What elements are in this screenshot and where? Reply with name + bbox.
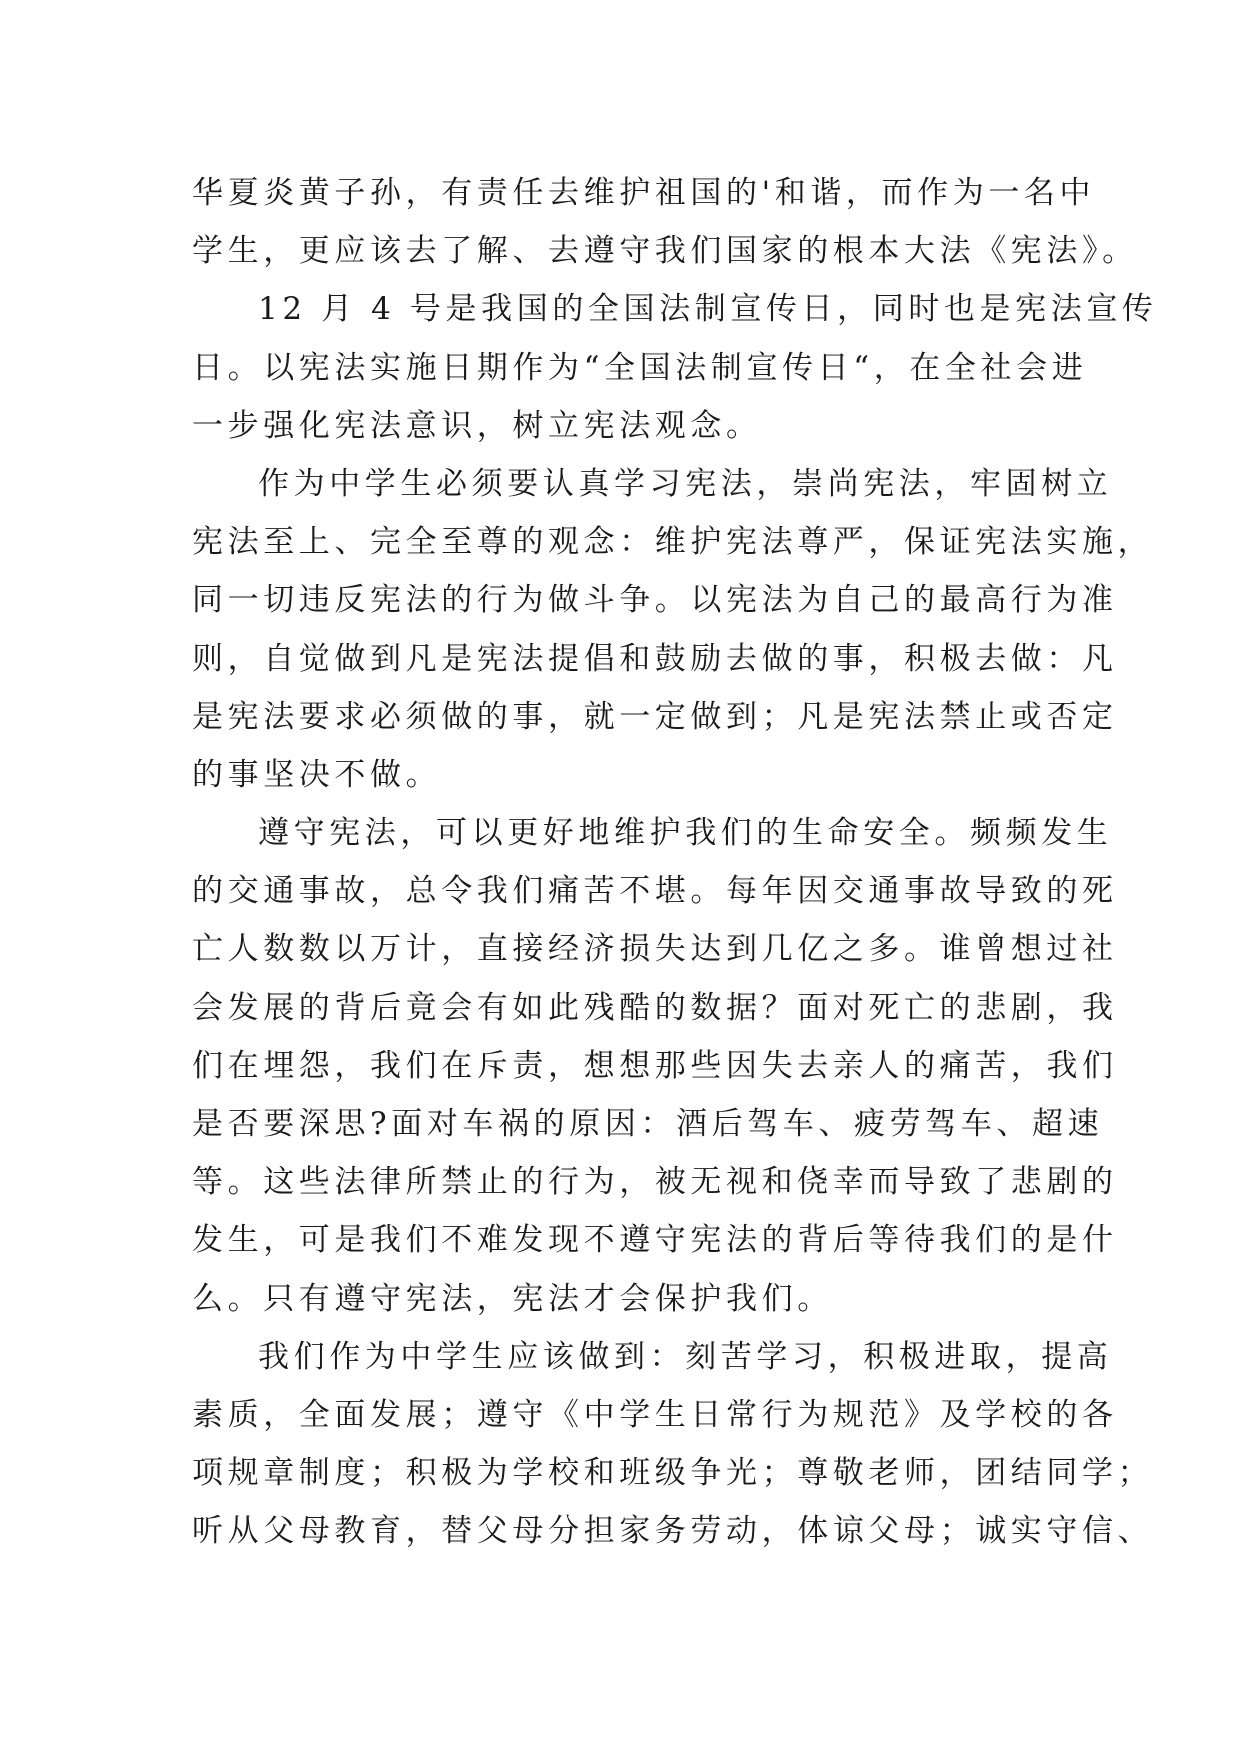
text-line: 亡人数数以万计，直接经济损失达到几亿之多。谁曾想过社 (192, 931, 1118, 968)
text-line: 则，自觉做到凡是宪法提倡和鼓励去做的事，积极去做：凡 (192, 640, 1118, 677)
text-line: 素质，全面发展；遵守《中学生日常行为规范》及学校的各 (192, 1396, 1118, 1433)
text-line: 学生，更应该去了解、去遵守我们国家的根本大法《宪法》。 (192, 233, 1138, 270)
text-line: 发生，可是我们不难发现不遵守宪法的背后等待我们的是什 (192, 1222, 1118, 1259)
text-line: 是宪法要求必须做的事，就一定做到；凡是宪法禁止或否定 (192, 698, 1118, 735)
text-line: 的事坚决不做。 (192, 756, 442, 793)
text-line: 宪法至上、完全至尊的观念：维护宪法尊严，保证宪法实施， (192, 524, 1154, 561)
text-line: 的交通事故，总令我们痛苦不堪。每年因交通事故导致的死 (192, 873, 1118, 910)
document-body (192, 164, 1158, 1561)
text-line: 会发展的背后竟会有如此残酷的数据？面对死亡的悲剧，我 (192, 989, 1118, 1026)
text-line: 等。这些法律所禁止的行为，被无视和侥幸而导致了悲剧的 (192, 1164, 1118, 1201)
text-line: 一步强化宪法意识，树立宪法观念。 (192, 407, 762, 444)
text-line: 么。只有遵守宪法，宪法才会保护我们。 (192, 1280, 833, 1317)
text-line: 们在埋怨，我们在斥责，想想那些因失去亲人的痛苦，我们 (192, 1047, 1118, 1084)
text-line: 是否要深思?面对车祸的原因：酒后驾车、疲劳驾车、超速 (192, 1106, 1104, 1142)
text-line: 项规章制度；积极为学校和班级争光；尊敬老师，团结同学； (192, 1455, 1154, 1492)
text-line: 12 月 4 号是我国的全国法制宣传日，同时也是宪法宣传 (258, 291, 1158, 328)
text-line: 作为中学生必须要认真学习宪法，崇尚宪法，牢固树立 (258, 465, 1113, 502)
text-line: 日。以宪法实施日期作为“全国法制宣传日“，在全社会进 (192, 349, 1088, 386)
text-line: 同一切违反宪法的行为做斗争。以宪法为自己的最高行为准 (192, 582, 1118, 619)
text-line: 华夏炎黄子孙，有责任去维护祖国的'和谐，而作为一名中 (192, 175, 1096, 211)
text-line: 我们作为中学生应该做到：刻苦学习，积极进取，提高 (258, 1338, 1113, 1375)
text-line: 遵守宪法，可以更好地维护我们的生命安全。频频发生 (258, 815, 1113, 852)
text-line: 听从父母教育，替父母分担家务劳动，体谅父母；诚实守信、 (192, 1513, 1154, 1550)
